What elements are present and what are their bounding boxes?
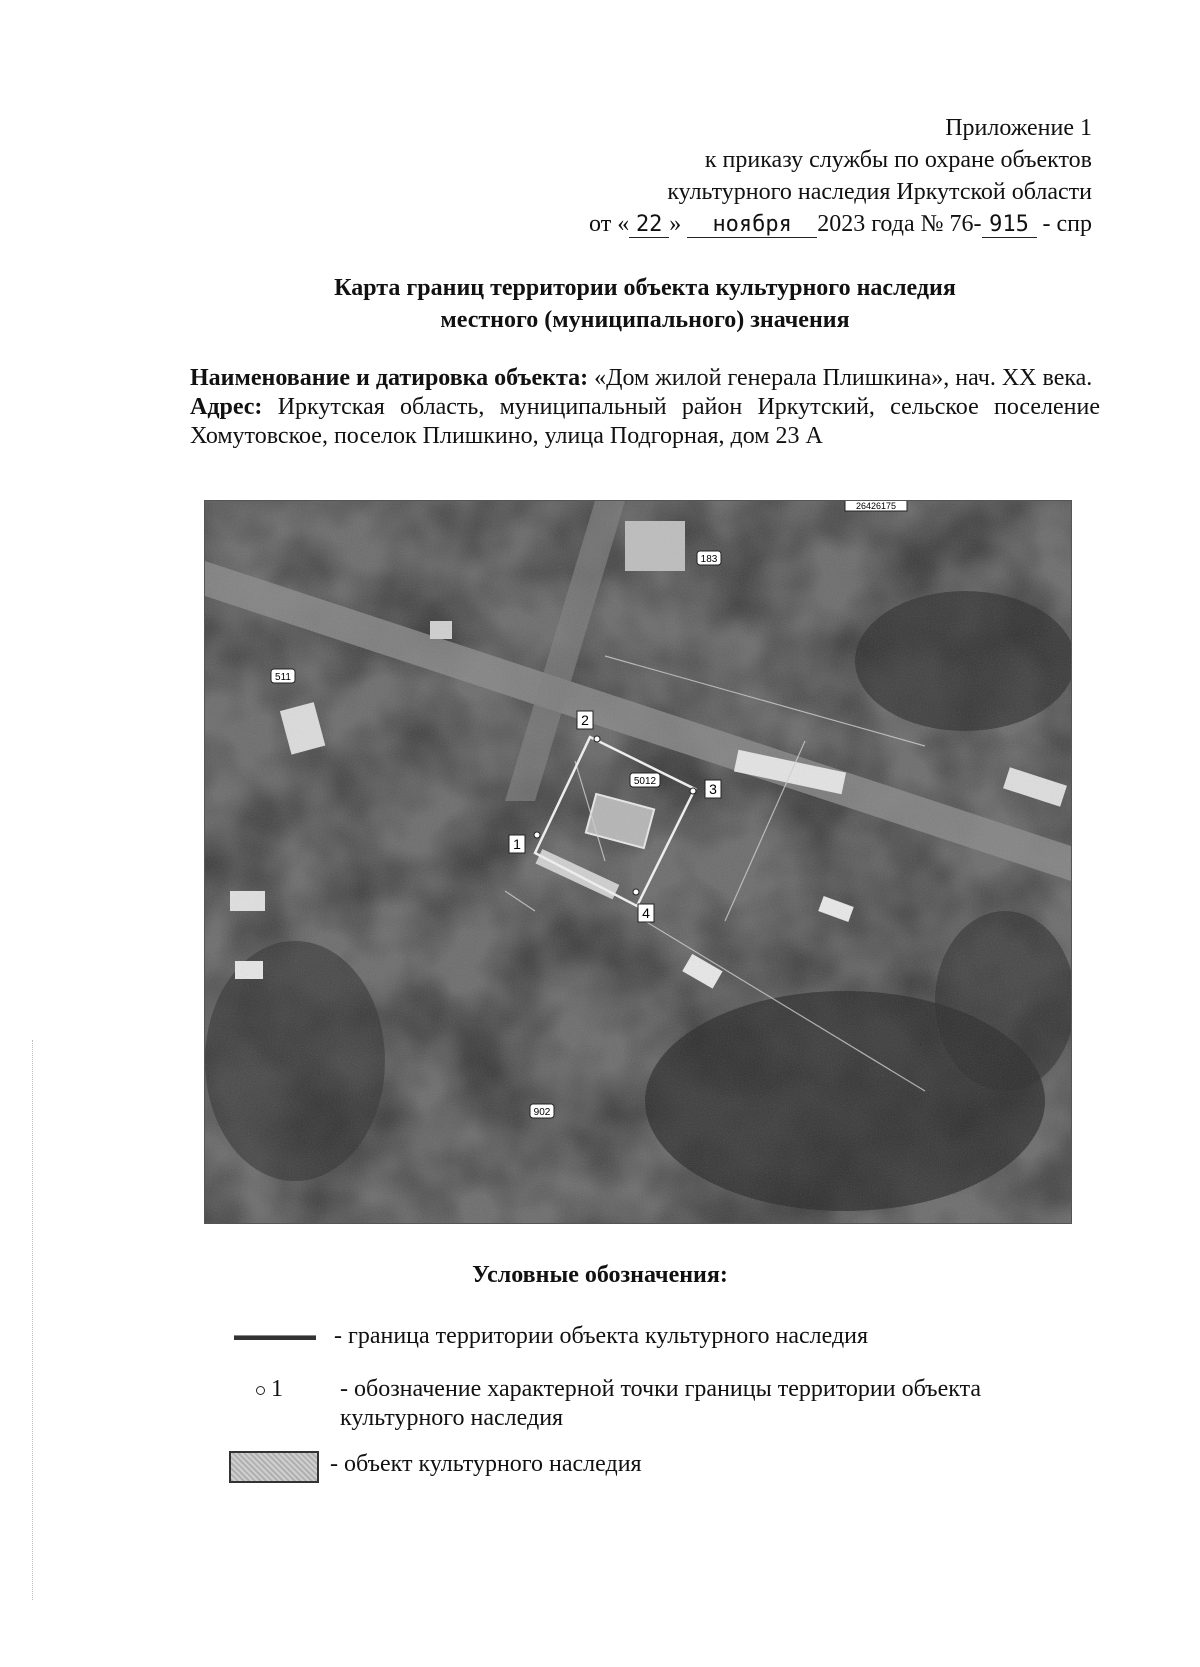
appendix-header <box>589 112 1092 240</box>
svg-text:2: 2 <box>581 712 589 728</box>
handwritten-number: 915 <box>982 213 1037 238</box>
title-line-1: Карта границ территории объекта культурного наследия <box>334 275 956 301</box>
date-quote: » <box>669 211 682 237</box>
legend-point-sample <box>256 1375 316 1404</box>
object-address <box>190 393 1100 451</box>
legend-object-text: - объект культурного наследия <box>330 1451 642 1477</box>
svg-text:4: 4 <box>642 905 650 921</box>
legend-point-dot <box>256 1386 265 1395</box>
svg-text:3: 3 <box>709 781 717 797</box>
svg-text:902: 902 <box>533 1107 551 1118</box>
handwritten-day: 22 <box>629 213 669 238</box>
parcel-label-183 <box>697 551 721 565</box>
parcel-label-902 <box>530 1104 554 1118</box>
title-line-2: местного (муниципального) значения <box>440 307 850 333</box>
legend-point-text: - обозначение характерной точки границы территории объекта культурного наследия <box>340 1376 982 1431</box>
object-name-value: «Дом жилой генерала Плишкина», нач. XX века. <box>594 365 1093 391</box>
parcel-label-5012 <box>630 773 660 787</box>
parcel-label-511 <box>271 669 295 683</box>
legend-boundary-text: - граница территории объекта культурного наследия <box>334 1323 869 1349</box>
appendix-date-line <box>589 208 1092 240</box>
svg-text:5012: 5012 <box>633 776 657 787</box>
svg-text:183: 183 <box>700 554 718 565</box>
object-name <box>190 364 1100 393</box>
scan-margin-line <box>32 1040 34 1600</box>
appendix-line-2: к приказу службы по охране объектов <box>704 147 1092 173</box>
object-address-label: Адрес: <box>190 394 263 420</box>
svg-text:26426175: 26426175 <box>855 501 897 511</box>
legend-object-swatch <box>229 1451 319 1483</box>
object-name-label: Наименование и датировка объекта: <box>190 365 589 391</box>
appendix-line-3: культурного наследия Иркутской области <box>667 179 1092 205</box>
date-from: от « <box>589 211 630 237</box>
svg-text:511: 511 <box>275 672 291 683</box>
map-svg <box>205 501 1071 1223</box>
legend-point-number: 1 <box>271 1376 283 1402</box>
parcel-label-26426175 <box>845 501 907 511</box>
appendix-line-1: Приложение 1 <box>945 115 1092 141</box>
object-description <box>190 364 1100 451</box>
map-grain-overlay <box>205 501 1071 1223</box>
svg-text:1: 1 <box>513 836 521 852</box>
satellite-map <box>204 500 1072 1224</box>
year-text: 2023 года № 76- <box>817 211 982 237</box>
legend-title: Условные обозначения: <box>472 1262 728 1288</box>
legend-boundary-swatch <box>234 1335 316 1340</box>
handwritten-month: ноября <box>687 213 817 238</box>
number-suffix: - спр <box>1042 211 1092 237</box>
document-title <box>190 272 1100 336</box>
object-address-value: Иркутская область, муниципальный район Иркутский, сельское поселение Хомутовское, поселок Плишкино, улица Подгорная, дом 23 А <box>190 394 1101 449</box>
